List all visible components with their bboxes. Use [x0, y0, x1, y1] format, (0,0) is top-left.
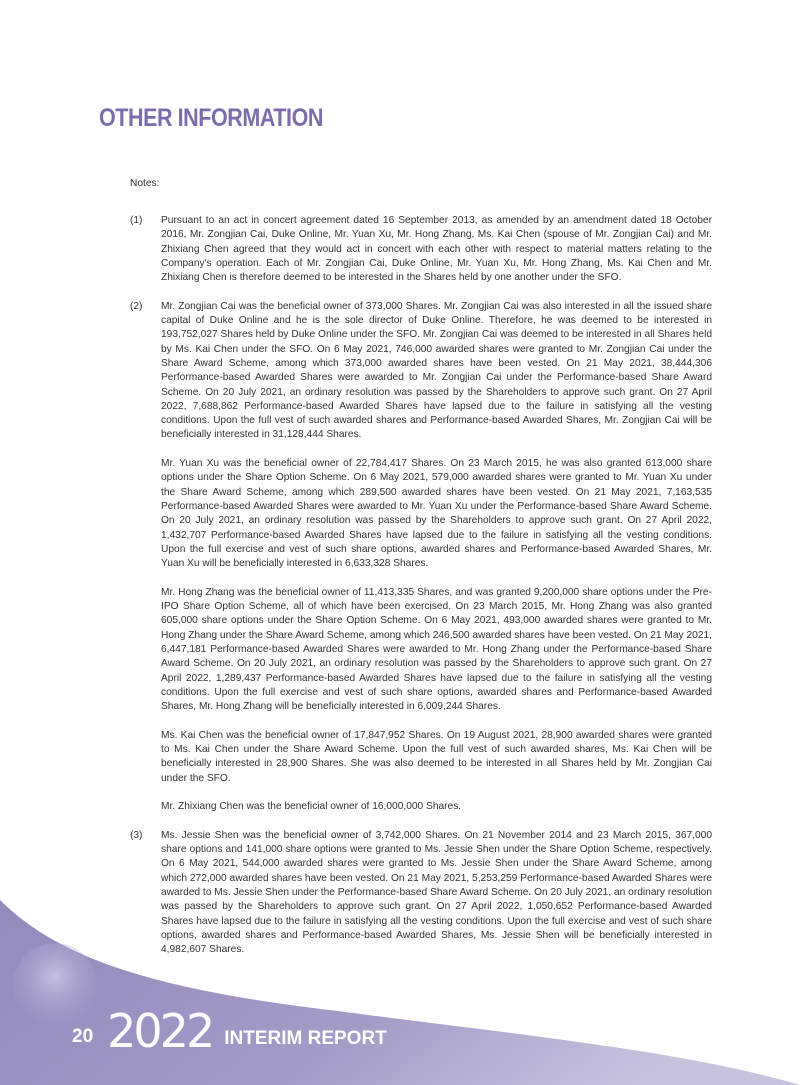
note-paragraph: Mr. Hong Zhang was the beneficial owner of 11,413,335 Shares, and was granted 9,200,000 share options under the Pre-IPO Share Option Scheme, all of which have been exercised. On 23 March 2015, Mr. Hong Zhang was also granted 605,000 share options under the Share Option Scheme. On 6 May 2021, 493,000 awarded shares were granted to Mr. Hong Zhang under the Share Award Scheme, among which 246,500 awarded shares have been vested. On 21 May 2021, 6,447,181 Performance-based Awarded Shares were awarded to Mr. Hong Zhang under the Performance-based Share Award Scheme. On 20 July 2021, an ordinary resolution was passed by the Shareholders to approve such grant. On 27 April 2022, 1,289,437 Performance-based Awarded Shares have lapsed due to the failure in satisfying all the vesting conditions. Upon the full exercise and vest of such share options, awarded shares and Performance-based Awarded Shares, Mr. Hong Zhang will be beneficially interested in 6,009,244 Shares.	[161, 586, 712, 713]
page-number: 20	[72, 1026, 94, 1047]
note-number: (2)	[130, 300, 143, 312]
note-item	[130, 829, 712, 958]
note-body	[161, 300, 712, 815]
note-number: (1)	[130, 215, 143, 226]
note-body	[161, 829, 712, 958]
note-body	[161, 214, 712, 285]
footer	[72, 1004, 387, 1058]
note-paragraph: Ms. Kai Chen was the beneficial owner of 17,847,952 Shares. On 19 August 2021, 28,900 awarded shares were granted to Ms. Kai Chen under the Share Award Scheme. Upon the full vest of such awarded shares, Ms. Kai Chen will be beneficially interested in 28,900 Shares. She was also deemed to be interested in all Shares held by Mr. Zongjian Cai under the SFO.	[161, 729, 712, 784]
note-number: (3)	[130, 829, 143, 841]
note-paragraph: Ms. Jessie Shen was the beneficial owner of 3,742,000 Shares. On 21 November 2014 and 23 March 2015, 367,000 share options and 141,000 share options were granted to Ms. Jessie Shen under the Share Option Scheme, respectively. On 6 May 2021, 544,000 awarded shares were granted to Ms. Jessie Shen under the Share Award Scheme, among which 272,000 awarded shares have been vested. On 21 May 2021, 5,253,259 Performance-based Awarded Shares were awarded to Ms. Jessie Shen under the Performance-based Share Award Scheme. On 20 July 2021, an ordinary resolution was passed by the Shareholders to approve such grant. On 27 April 2022, 1,050,652 Performance-based Awarded Shares have lapsed due to the failure in satisfying all the vesting conditions. Upon the full exercise and vest of such share options, awarded shares and Performance-based Awarded Shares, Ms. Jessie Shen will be beneficially interested in 4,982,607 Shares.	[161, 829, 712, 956]
note-paragraph: Mr. Zhixiang Chen was the beneficial owner of 16,000,000 Shares.	[161, 801, 462, 813]
page-title: OTHER INFORMATION	[99, 104, 324, 132]
report-name: INTERIM REPORT	[224, 1028, 387, 1049]
note-paragraph: Pursuant to an act in concert agreement dated 16 September 2013, as amended by an amendment dated 18 October 2016, Mr. Zongjian Cai, Duke Online, Mr. Yuan Xu, Mr. Hong Zhang, Ms. Kai Chen (spouse of Mr. Zongjian Cai) and Mr. Zhixiang Chen agreed that they would act in concert with each other with respect to material matters relating to the Company's operation. Each of Mr. Zongjian Cai, Duke Online, Mr. Yuan Xu, Mr. Hong Zhang, Ms. Kai Chen and Mr. Zhixiang Chen is therefore deemed to be interested in the Shares held by one another under the SFO.	[161, 215, 712, 284]
note-item	[130, 214, 712, 285]
note-paragraph: Mr. Yuan Xu was the beneficial owner of 22,784,417 Shares. On 23 March 2015, he was also granted 613,000 share options under the Share Option Scheme. On 6 May 2021, 579,000 awarded shares were granted to Mr. Yuan Xu under the Share Award Scheme, among which 289,500 awarded shares have been vested. On 21 May 2021, 7,163,535 Performance-based Awarded Shares were awarded to Mr. Yuan Xu under the Performance-based Share Award Scheme. On 20 July 2021, an ordinary resolution was passed by the Shareholders to approve such grant. On 27 April 2022, 1,432,707 Performance-based Awarded Shares have lapsed due to the failure in satisfying all the vesting conditions. Upon the full exercise and vest of such share options, awarded shares and Performance-based Awarded Shares, Mr. Yuan Xu will be beneficially interested in 6,633,328 Shares.	[161, 458, 712, 570]
note-item	[130, 300, 712, 815]
notes-label: Notes:	[130, 178, 160, 189]
notes-list	[130, 214, 712, 972]
note-paragraph: Mr. Zongjian Cai was the beneficial owner of 373,000 Shares. Mr. Zongjian Cai was also interested in all the issued share capital of Duke Online and he is the sole director of Duke Online. Therefore, he was deemed to be interested in 193,752,027 Shares held by Duke Online under the SFO. Mr. Zongjian Cai was deemed to be interested in all Shares held by Ms. Kai Chen under the SFO. On 6 May 2021, 746,000 awarded shares were granted to Mr. Zongjian Cai under the Share Award Scheme, among which 373,000 awarded shares have been vested. On 21 May 2021, 38,444,306 Performance-based Awarded Shares were awarded to Mr. Zongjian Cai under the Performance-based Share Award Scheme. On 20 July 2021, an ordinary resolution was passed by the Shareholders to approve such grant. On 27 April 2022, 7,688,862 Performance-based Awarded Shares have lapsed due to the failure in satisfying all the vesting conditions. Upon the full vest of such awarded shares and Performance-based Awarded Shares, Mr. Zongjian Cai will be beneficially interested in 31,128,444 Shares.	[161, 300, 712, 441]
report-year: 2022	[107, 1004, 213, 1058]
